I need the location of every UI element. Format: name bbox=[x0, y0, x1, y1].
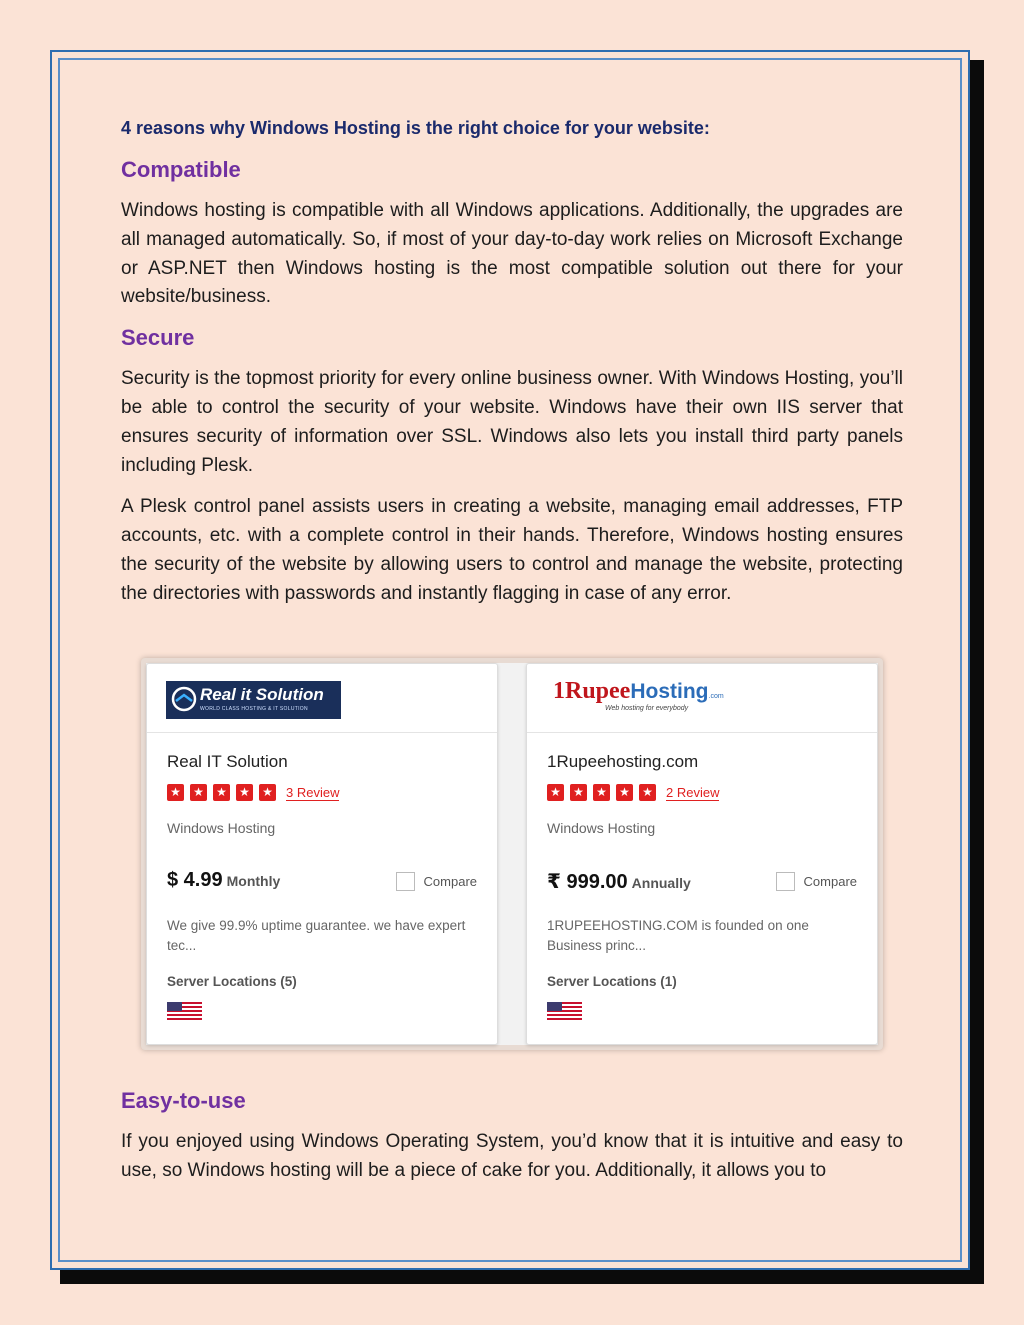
card-description: 1RUPEEHOSTING.COM is founded on one Business princ... bbox=[547, 918, 809, 953]
compare-checkbox[interactable] bbox=[396, 872, 415, 891]
review-link[interactable]: 3 Review bbox=[286, 784, 340, 800]
real-it-logo-text: Real it Solution bbox=[200, 685, 324, 704]
1rupee-logo bbox=[553, 678, 753, 722]
star-icon: ★ bbox=[213, 784, 230, 801]
1rupee-logo-tagline: Web hosting for everybody bbox=[605, 705, 689, 712]
section-title-easy: Easy-to-use bbox=[121, 1088, 246, 1113]
star-icon: ★ bbox=[547, 784, 564, 801]
star-icon: ★ bbox=[639, 784, 656, 801]
card-provider-name[interactable]: 1Rupeehosting.com bbox=[547, 752, 699, 771]
hosting-card-real-it[interactable] bbox=[146, 663, 498, 1045]
rating-stars bbox=[167, 784, 339, 801]
compare-checkbox[interactable] bbox=[776, 872, 795, 891]
star-icon: ★ bbox=[593, 784, 610, 801]
star-icon: ★ bbox=[167, 784, 184, 801]
rating-stars bbox=[547, 784, 719, 801]
star-icon: ★ bbox=[616, 784, 633, 801]
star-icon: ★ bbox=[259, 784, 276, 801]
hosting-card-1rupee[interactable] bbox=[526, 663, 878, 1045]
review-link[interactable]: 2 Review bbox=[666, 784, 720, 800]
real-it-logo-tagline: WORLD CLASS HOSTING & IT SOLUTION bbox=[200, 706, 308, 712]
compare-label: Compare bbox=[803, 874, 857, 889]
price-block bbox=[167, 869, 280, 892]
price-period: Annually bbox=[631, 875, 691, 891]
hosting-cards-image bbox=[141, 658, 883, 1050]
document-body bbox=[121, 118, 903, 622]
1rupee-logo-text-a: 1Rupee bbox=[553, 678, 631, 704]
card-provider-name[interactable]: Real IT Solution bbox=[167, 752, 288, 771]
1rupee-logo-text-b: Hosting bbox=[630, 680, 709, 703]
star-icon: ★ bbox=[570, 784, 587, 801]
compare-control[interactable] bbox=[396, 872, 477, 891]
lead-heading: 4 reasons why Windows Hosting is the right choice for your website: bbox=[121, 118, 710, 138]
server-locations: Server Locations (5) bbox=[167, 974, 297, 989]
paragraph-secure-2: A Plesk control panel assists users in creating a website, managing email addresses, FTP accounts, etc. with a complete control in their hands. Therefore, Windows hosting ensures the security of the website by allowing users to control and manage the website, protecting the directories with passwords and instantly flagging in case of any error. bbox=[121, 496, 903, 604]
card-logo-area bbox=[147, 664, 497, 733]
server-locations: Server Locations (1) bbox=[547, 974, 677, 989]
card-description: We give 99.9% uptime guarantee. we have expert tec... bbox=[167, 918, 466, 953]
hosting-category: Windows Hosting bbox=[547, 820, 656, 836]
price-value: ₹ 999.00 bbox=[547, 871, 628, 893]
card-logo-area bbox=[527, 664, 877, 733]
us-flag-icon bbox=[167, 1002, 202, 1020]
compare-label: Compare bbox=[423, 874, 477, 889]
price-block bbox=[547, 869, 691, 894]
price-period: Monthly bbox=[226, 873, 281, 889]
paragraph-compatible: Windows hosting is compatible with all Windows applications. Additionally, the upgrades are all managed automatically. So, if most of your day-to-day work relies on Microsoft Exchange or ASP.NET then Windows hosting is the most compatible solution out there for your website/business. bbox=[121, 200, 903, 308]
real-it-logo bbox=[166, 681, 341, 719]
paragraph-easy: If you enjoyed using Windows Operating System, you’d know that it is intuitive and easy to use, so Windows hosting will be a piece of cake for you. Additionally, it allows you to bbox=[121, 1131, 903, 1181]
document-body-continued bbox=[121, 1088, 903, 1199]
price-value: $ 4.99 bbox=[167, 869, 223, 891]
hosting-category: Windows Hosting bbox=[167, 820, 276, 836]
star-icon: ★ bbox=[190, 784, 207, 801]
us-flag-icon bbox=[547, 1002, 582, 1020]
star-icon: ★ bbox=[236, 784, 253, 801]
1rupee-logo-suffix: .com bbox=[708, 693, 724, 700]
section-title-secure: Secure bbox=[121, 325, 195, 351]
paragraph-secure-1: Security is the topmost priority for every online business owner. With Windows Hosting, you’ll be able to control the security of your website. Windows have their own IIS server that ensures security of information over SSL. Windows also lets you install third party panels including Plesk. bbox=[121, 368, 903, 476]
section-title-compatible: Compatible bbox=[121, 157, 241, 182]
compare-control[interactable] bbox=[776, 872, 857, 891]
card-area bbox=[146, 663, 878, 1045]
